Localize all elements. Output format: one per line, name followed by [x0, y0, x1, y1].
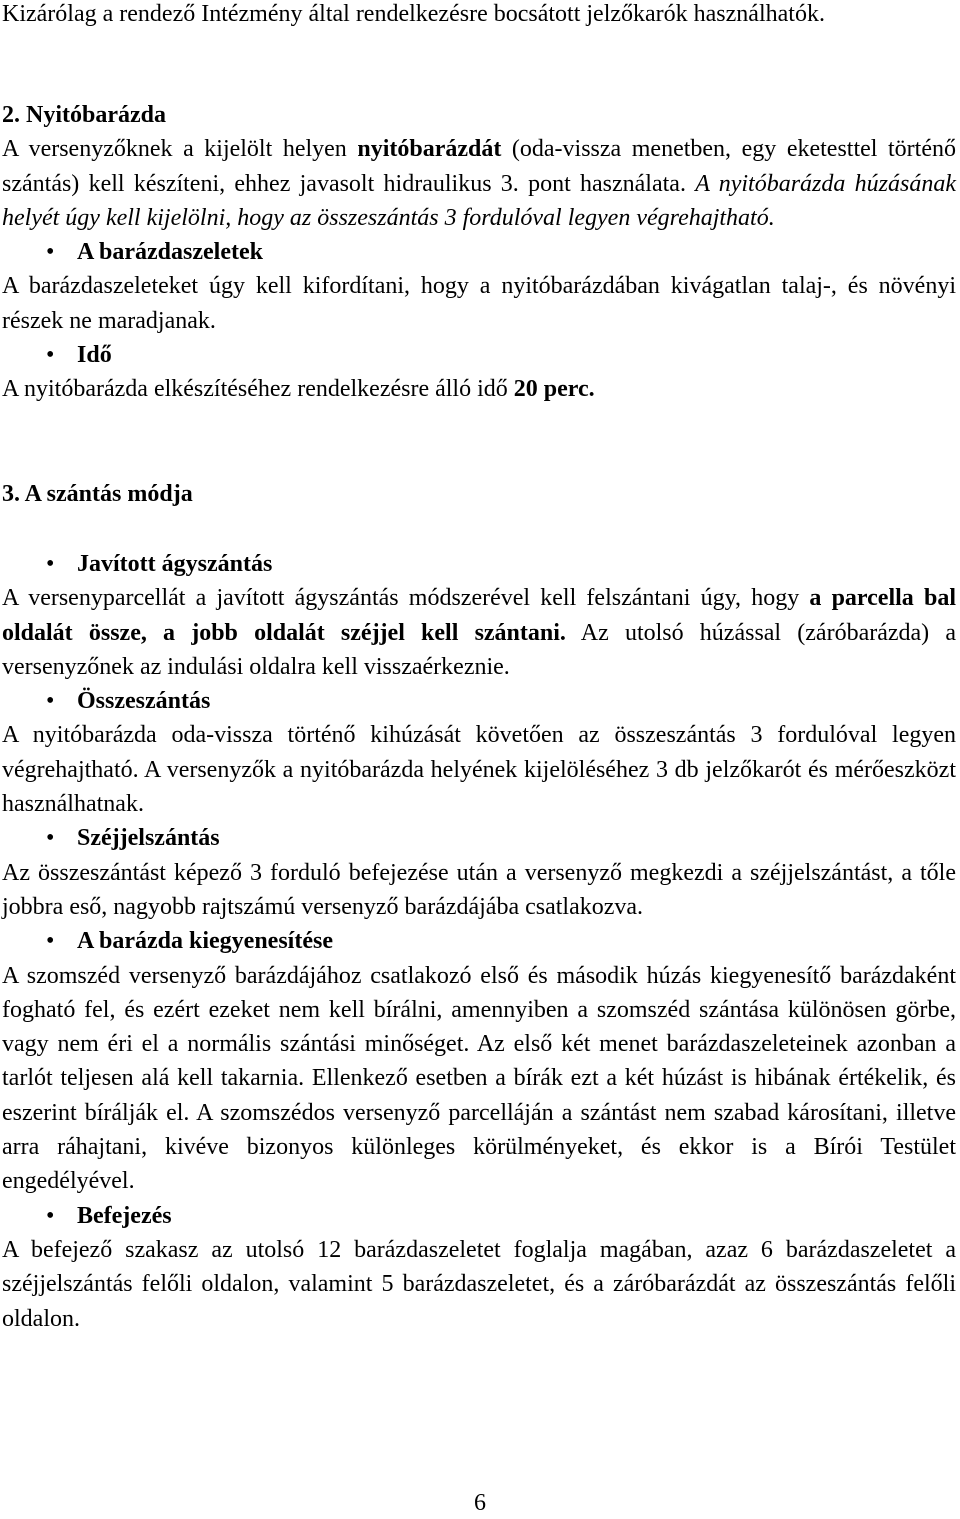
section-2-text-a: A versenyzőknek a kijelölt helyen	[2, 136, 358, 163]
intro-paragraph: Kizárólag a rendező Intézmény által rendelkezésre bocsátott jelzőkarók használhatók.	[2, 1, 825, 27]
section-2-title: 2. Nyitóbarázda	[2, 102, 166, 128]
section-3	[2, 477, 956, 511]
bullet-ido-text	[2, 372, 956, 406]
bullet-barazdaszeletek-text: A barázdaszeleteket úgy kell kifordítani, hogy a nyitóbarázdában kivágatlan talaj-, és növényi részek ne maradjanak.	[2, 273, 956, 334]
bullet-title: Javított ágyszántás	[77, 551, 273, 577]
bullet-befejezes	[2, 1199, 956, 1233]
javitott-text-a: A versenyparcellát a javított ágyszántás módszerével kell felszántani úgy, hogy	[2, 585, 810, 612]
bullet-dot-icon: •	[46, 928, 55, 955]
bullet-ido-text-bold: 20 perc.	[513, 376, 595, 403]
bullet-osszeszantas-text: A nyitóbarázda oda-vissza történő kihúzását követően az összeszántás 3 fordulóval legyen végrehajtható. A versenyzők a nyitóbarázda helyének kijelöléséhez 3 db jelzőkarót és mérőeszközt használhatnak.	[2, 722, 956, 818]
intro-block	[2, 0, 956, 31]
section-3-body	[2, 547, 956, 1336]
bullet-barazdaszeletek	[2, 235, 956, 269]
section-2-text-bold: nyitóbarázdát	[357, 136, 502, 163]
bullet-title: Idő	[77, 342, 112, 369]
bullet-dot-icon: •	[46, 342, 55, 369]
bullet-javitott-agyszantas	[2, 547, 956, 581]
bullet-barazda-kiegyenesitese-text: A szomszéd versenyző barázdájához csatlakozó első és második húzás kiegyenesítő barázdaként fogható fel, és ezért ezeket nem kell bírálni, amennyiben a szomszéd szántása különösen görbe, vagy nem éri el a normális szántási minőséget. Az első két menet barázdaszeleteinek azonban a tarlót teljesen alá kell takarnia. Ellenkező esetben a bírák ezt a két húzást is hibának értékelik, és eszerint bírálják el. A szomszédos versenyző parcelláján a szántást nem szabad károsítani, illetve arra ráhajtani, kivéve bizonyos különleges körülményeket, és ekkor is a Bírói Testület engedélyével.	[2, 962, 956, 1195]
bullet-javitott-agyszantas-text	[2, 581, 956, 684]
bullet-befejezes-text: A befejező szakasz az utolsó 12 barázdaszeletet foglalja magában, azaz 6 barázdaszeletet a széjjelszántás felőli oldalon, valamint 5 barázdaszeletet, és a záróbarázdát az összeszántás felőli oldalon.	[2, 1236, 956, 1332]
section-2-text-b: (oda-vissza menetben, egy eketesttel történő szántás) kell készíteni, ehhez javasolt hidraulikus 3. pont használata.	[2, 136, 956, 197]
bullet-title: A barázdaszeletek	[77, 239, 263, 266]
bullet-osszeszantas	[2, 684, 956, 718]
bullet-dot-icon: •	[46, 1202, 55, 1229]
bullet-title: Széjjelszántás	[77, 825, 220, 852]
bullet-dot-icon: •	[46, 825, 55, 852]
section-2-text-italic: A nyitóbarázda húzásának helyét úgy kell kijelölni, hogy az összeszántás 3 fordulóval legyen végrehajtható.	[2, 170, 956, 231]
bullet-ido-text-a: A nyitóbarázda elkészítéséhez rendelkezésre álló idő	[2, 376, 514, 403]
bullet-szejjelszantas-text: Az összeszántást képező 3 forduló befejezése után a versenyző megkezdi a széjjelszántást, a tőle jobbra eső, nagyobb rajtszámú versenyző barázdájába csatlakozva.	[2, 859, 956, 920]
bullet-dot-icon: •	[46, 688, 55, 715]
bullet-barazda-kiegyenesitese	[2, 924, 956, 958]
bullet-title: Összeszántás	[77, 688, 211, 715]
bullet-title: Befejezés	[77, 1202, 172, 1229]
section-3-title: 3. A szántás módja	[2, 481, 193, 507]
javitott-text-b: Az utolsó húzással (záróbarázda) a versenyzőnek az indulási oldalra kell visszaérkeznie.	[2, 619, 956, 680]
javitott-text-bold: a parcella bal oldalát össze, a jobb oldalát széjjel kell szántani.	[2, 585, 956, 646]
bullet-title: A barázda kiegyenesítése	[77, 928, 333, 955]
page-number: 6	[474, 1490, 486, 1516]
bullet-ido	[2, 338, 956, 372]
bullet-dot-icon: •	[46, 239, 55, 266]
bullet-dot-icon: •	[46, 551, 55, 577]
bullet-szejjelszantas	[2, 821, 956, 855]
section-2	[2, 98, 956, 407]
section-2-paragraph	[2, 132, 956, 235]
